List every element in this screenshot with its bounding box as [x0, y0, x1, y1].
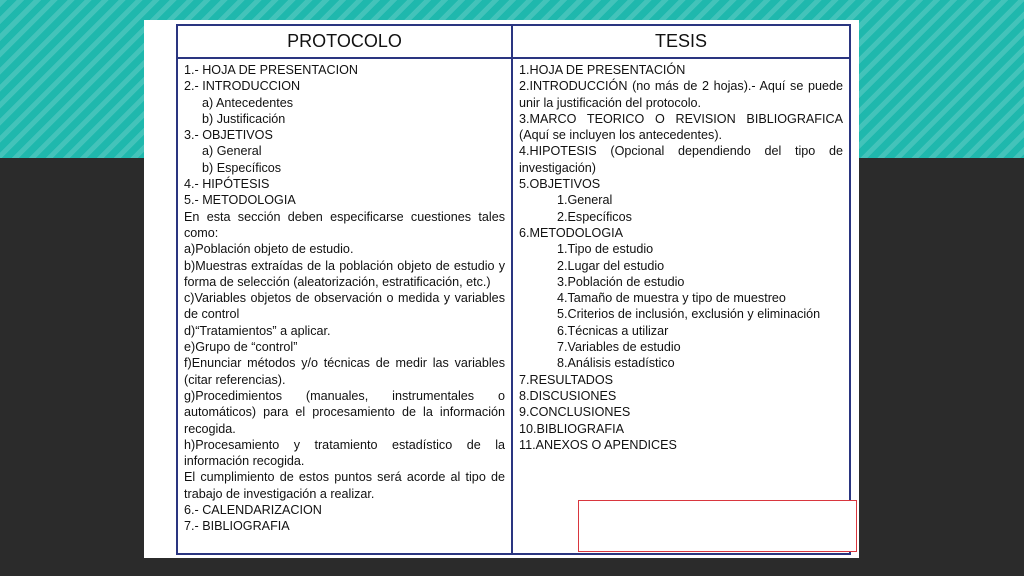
protocolo-item: b) Justificación [202, 111, 286, 126]
protocolo-item: a) Antecedentes [202, 95, 294, 110]
tesis-item: 8.DISCUSIONES [519, 388, 617, 403]
protocolo-item: a) General [202, 144, 262, 159]
protocolo-list [178, 59, 511, 535]
tesis-item: 2.INTRODUCCIÓN (no más de 2 hojas).- Aquí se puede unir la justificación del protocolo. [519, 79, 843, 110]
protocolo-cell [177, 58, 512, 554]
tesis-item: 4.Tamaño de muestra y tipo de muestreo [557, 291, 786, 306]
protocolo-item: e)Grupo de “control” [184, 340, 298, 355]
tesis-item: 3.Población de estudio [557, 274, 685, 289]
protocolo-item: 2.- INTRODUCCION [184, 79, 301, 94]
protocolo-item: g)Procedimientos (manuales, instrumentales o automáticos) para el procesamiento de la información recogida. [184, 388, 505, 436]
protocolo-item: c)Variables objetos de observación o medida y variables de control [184, 291, 505, 322]
tesis-item: 4.HIPOTESIS (Opcional dependiendo del tipo de investigación) [519, 144, 843, 175]
tesis-item: 2.Lugar del estudio [557, 258, 665, 273]
protocolo-item: h)Procesamiento y tratamiento estadístico de la información recogida. [184, 437, 505, 469]
tesis-item: 1.HOJA DE PRESENTACIÓN [519, 63, 686, 77]
tesis-item: 2.Específicos [557, 209, 632, 224]
tesis-item: 1.General [557, 193, 613, 208]
protocolo-item: 5.- METODOLOGIA [184, 193, 296, 208]
comparison-table [176, 24, 851, 555]
protocolo-item: 1.- HOJA DE PRESENTACION [184, 63, 359, 77]
tesis-list [513, 59, 849, 453]
protocolo-item: El cumplimiento de estos puntos será acorde al tipo de trabajo de investigación a realizar. [184, 470, 505, 501]
table-body-row [177, 58, 850, 554]
protocolo-item: En esta sección deben especificarse cuestiones tales como: [184, 209, 505, 240]
protocolo-item: a)Población objeto de estudio. [184, 242, 354, 257]
protocolo-item: b) Específicos [202, 160, 282, 175]
tesis-item: 5.Criterios de inclusión, exclusión y eliminación [557, 307, 821, 322]
protocolo-item: 3.- OBJETIVOS [184, 128, 273, 143]
protocolo-item: b)Muestras extraídas de la población objeto de estudio y forma de selección (aleatorización, estratificación, etc.) [184, 258, 505, 289]
tesis-item: 1.Tipo de estudio [557, 242, 654, 257]
tesis-item: 3.MARCO TEORICO O REVISION BIBLIOGRAFICA (Aquí se incluyen los antecedentes). [519, 111, 843, 143]
header-protocolo: PROTOCOLO [177, 25, 512, 58]
tesis-item: 6.METODOLOGIA [519, 225, 624, 240]
protocolo-item: 6.- CALENDARIZACION [184, 503, 322, 518]
tesis-cell [512, 58, 850, 554]
tesis-item: 9.CONCLUSIONES [519, 405, 631, 420]
tesis-item: 5.OBJETIVOS [519, 177, 601, 192]
header-tesis: TESIS [512, 25, 850, 58]
tesis-item: 7.RESULTADOS [519, 372, 614, 387]
red-outlined-box [578, 500, 857, 552]
protocolo-item: f)Enunciar métodos y/o técnicas de medir las variables (citar referencias). [184, 356, 505, 387]
tesis-item: 8.Análisis estadístico [557, 356, 675, 371]
tesis-item: 10.BIBLIOGRAFIA [519, 421, 624, 436]
tesis-item: 11.ANEXOS O APENDICES [519, 437, 677, 452]
slide-page [144, 20, 859, 558]
table-header-row [177, 25, 850, 58]
tesis-item: 7.Variables de estudio [557, 340, 681, 355]
protocolo-item: 4.- HIPÓTESIS [184, 177, 270, 192]
protocolo-item: d)“Tratamientos” a aplicar. [184, 323, 331, 338]
protocolo-item: 7.- BIBLIOGRAFIA [184, 519, 290, 534]
tesis-item: 6.Técnicas a utilizar [557, 323, 669, 338]
